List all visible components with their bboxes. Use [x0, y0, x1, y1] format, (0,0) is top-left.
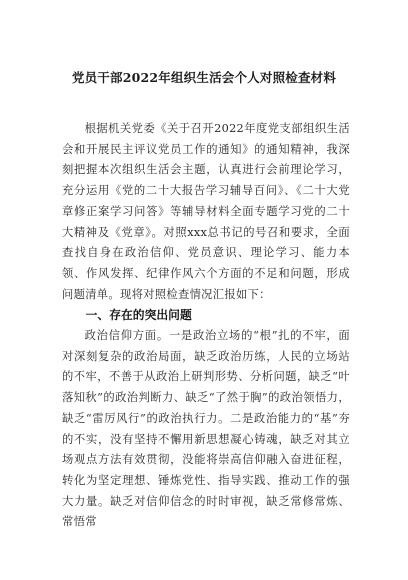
- intro-paragraph: 根据机关党委《关于召开2022年度党支部组织生活会和开展民主评议党员工作的通知》的通知精神，我深刻把握本次组织生活会主题，认真进行会前理论学习，充分运用《党的二十大报告学习辅导百问》、《二十大党章修正案学习问答》等辅导材料全面专题学习党的二十大精神及《党章》。对照xxx总书记的号召和要求，全面查找自身在政治信仰、党员意识、理论学习、能力本领、作风发挥、纪律作风六个方面的不足和问题，形成问题清单。现将对照检查情况汇报如下：: [62, 122, 350, 301]
- document-body: [62, 119, 350, 533]
- section-heading: 一、存在的突出问题: [85, 308, 192, 323]
- document-title: 党员干部2022年组织生活会个人对照检查材料: [71, 70, 337, 85]
- section-paragraph: 政治信仰方面。一是政治立场的“根”扎的不牢，面对深刻复杂的政治局面，缺乏政治历练，人民的立场站的不牢，不善于从政治上研判形势、分析问题，缺乏“叶落知秋”的政治判断力、缺乏“了然于胸”的政治领悟力，缺乏“雷厉风行”的政治执行力。二是政治能力的“基”夯的不实，没有坚持不懈用新思想凝心铸魂，缺乏对其立场观点方法有效贯彻，没能将崇高信仰融入奋进征程，转化为坚定理想、锤炼党性、指导实践、推动工作的强大力量。缺乏对信仰信念的时时审视，缺乏常修常炼、常悟常: [62, 329, 350, 529]
